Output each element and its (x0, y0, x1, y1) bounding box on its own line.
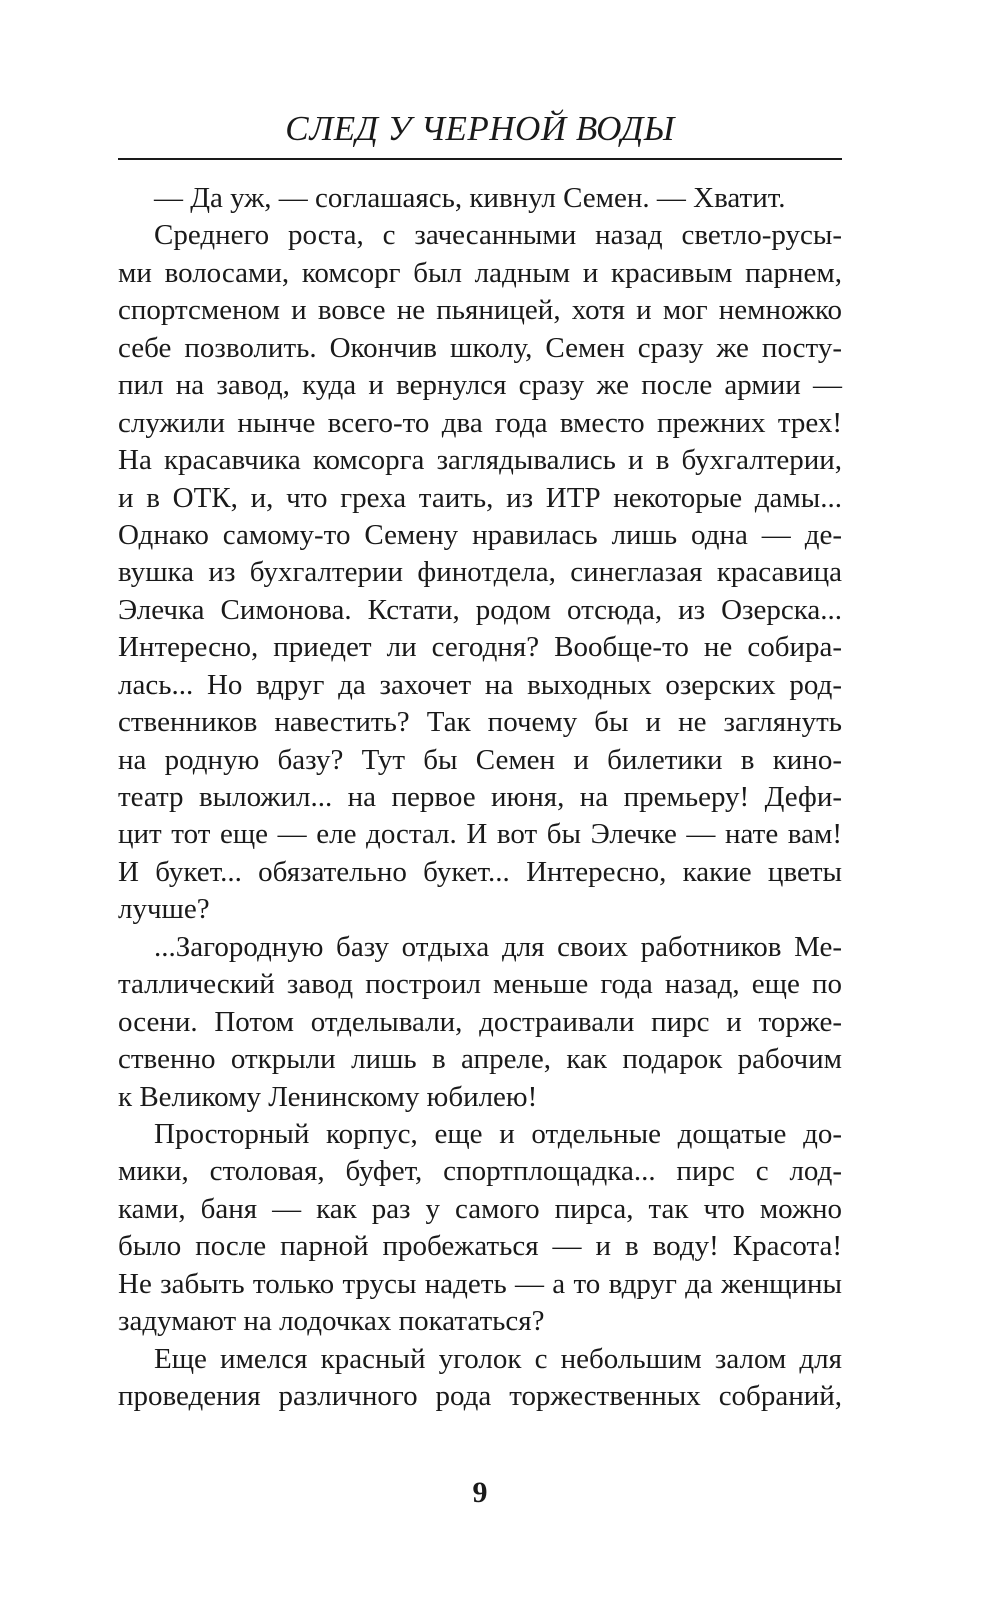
text-line: ками, баня — как раз у самого пирса, так что можно (118, 1192, 842, 1225)
text-line: Интересно, приедет ли сегодня? Вообще-то не собира- (118, 631, 842, 664)
text-line: цит тот еще — еле достал. И вот бы Элечке — нате вам! (118, 818, 842, 851)
text-line: проведения различного рода торжественных собраний, (118, 1380, 842, 1412)
text-line: спортсменом и вовсе не пьяницей, хотя и мог немножко (118, 294, 842, 327)
page-number: 9 (472, 1476, 488, 1509)
running-head: СЛЕД У ЧЕРНОЙ ВОДЫ (285, 109, 675, 148)
text-line: ственно открыли лишь в апреле, как подарок рабочим (118, 1043, 842, 1076)
text-line: задумают на лодочках покататься? (118, 1305, 545, 1338)
text-line: ...Загородную базу отдыха для своих работников Ме- (154, 930, 842, 963)
text-line: ственников навестить? Так почему бы и не заглянуть (118, 706, 842, 739)
text-line: Просторный корпус, еще и отдельные дощатые до- (154, 1117, 842, 1150)
text-line: Не забыть только трусы надеть — а то вдруг да женщины (118, 1267, 842, 1300)
text-line: И букет... обязательно букет... Интересно, какие цветы (118, 855, 842, 888)
header-rule (118, 158, 842, 160)
text-line: ми волосами, комсорг был ладным и красивым парнем, (118, 256, 842, 289)
text-line: осени. Потом отделывали, достраивали пирс и торже- (118, 1005, 842, 1038)
body-text (118, 180, 842, 1415)
text-line: мики, столовая, буфет, спортплощадка... пирс с лод- (118, 1155, 842, 1188)
text-line: служили нынче всего-то два года вместо прежних трех! (118, 406, 842, 439)
text-line: таллический завод построил меньше года назад, еще по (118, 968, 842, 1001)
text-line: на родную базу? Тут бы Семен и билетики в кино- (118, 743, 842, 776)
text-line: вушка из бухгалтерии финотдела, синеглазая красавица (118, 556, 842, 589)
text-line: Еще имелся красный уголок с небольшим залом для (154, 1342, 842, 1375)
text-line: себе позволить. Окончив школу, Семен сразу же посту- (118, 331, 842, 364)
text-line: На красавчика комсорга заглядывались и в бухгалтерии, (118, 444, 842, 477)
text-line: Элечка Симонова. Кстати, родом отсюда, из Озерска... (118, 593, 842, 626)
text-line: Среднего роста, с зачесанными назад светло-русы- (154, 219, 842, 252)
text-line: было после парной пробежаться — и в воду! Красота! (118, 1230, 842, 1263)
text-line: пил на завод, куда и вернулся сразу же после армии — (118, 369, 842, 402)
text-line: лучше? (118, 893, 210, 926)
text-line: театр выложил... на первое июня, на премьеру! Дефи- (118, 781, 842, 813)
text-line: к Великому Ленинскому юбилею! (118, 1080, 538, 1113)
text-line: и в ОТК, и, что греха таить, из ИТР некоторые дамы... (118, 481, 842, 514)
text-line: — Да уж, — соглашаясь, кивнул Семен. — Хватит. (154, 182, 786, 214)
text-line: лась... Но вдруг да захочет на выходных озерских род- (118, 668, 842, 701)
text-line: Однако самому-то Семену нравилась лишь одна — де- (118, 518, 842, 551)
